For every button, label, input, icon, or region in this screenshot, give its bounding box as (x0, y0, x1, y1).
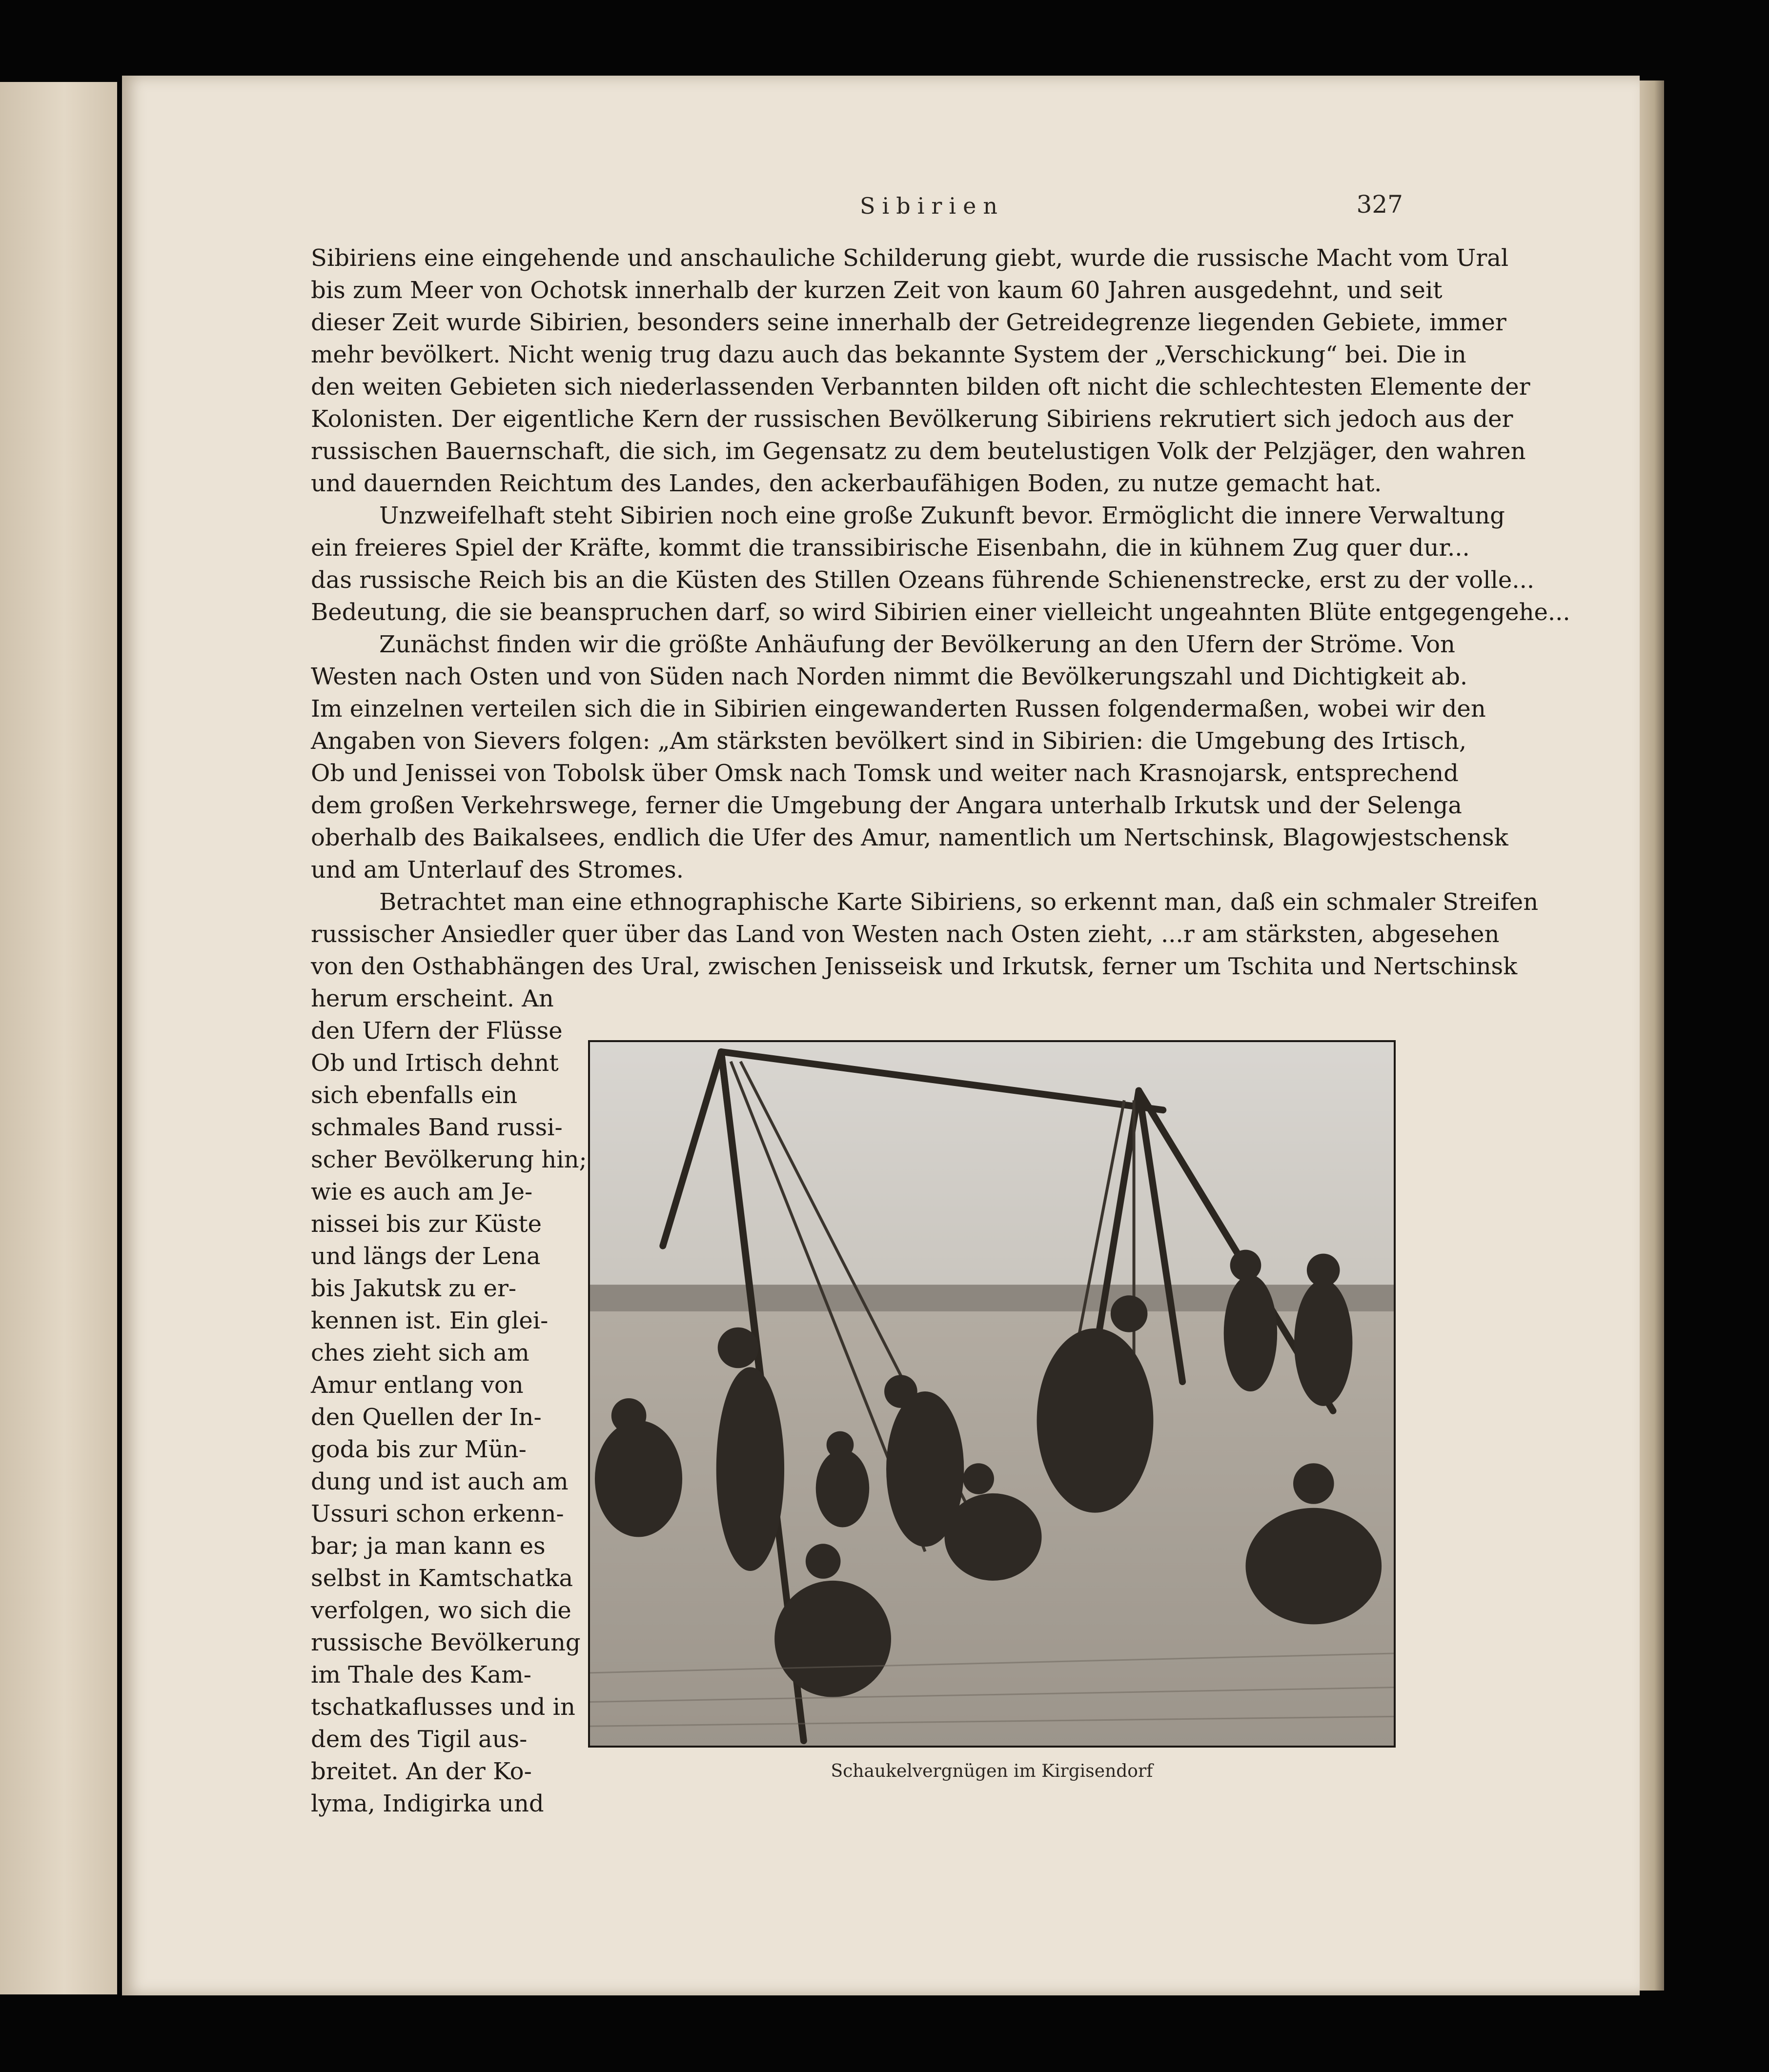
standing-man-robe (716, 1367, 784, 1571)
side-text-line: im Thale des Kam- (311, 1661, 531, 1689)
page-number: 327 (1356, 190, 1403, 219)
text-line: ein freieres Spiel der Kräfte, kommt die transsibirische Eisenbahn, die in kühnem Zug quer dur... (311, 534, 1470, 562)
side-text-line: bar; ja man kann es (311, 1532, 546, 1560)
side-text-line: den Quellen der In- (311, 1404, 542, 1431)
swinging-woman (944, 1493, 1041, 1581)
side-text-line: schmales Band russi- (311, 1114, 563, 1141)
side-text-line: selbst in Kamtschatka (311, 1565, 573, 1592)
left-page-edge (0, 82, 117, 1994)
text-line: russischer Ansiedler quer über das Land von Westen nach Osten zieht, ...r am stärksten, abgesehen (311, 921, 1500, 948)
text-line: Im einzelnen verteilen sich die in Sibirien eingewanderten Russen folgendermaßen, wobei wir den (311, 695, 1486, 723)
side-text-line: herum erscheint. An (311, 985, 554, 1012)
swing-scene-drawing (590, 1042, 1394, 1746)
side-text-line: Ussuri schon erkenn- (311, 1500, 564, 1528)
figure-caption: Schaukelvergnügen im Kirgisendorf (831, 1761, 1153, 1781)
running-title: Sibirien (860, 193, 1004, 219)
seated-spectator (1245, 1508, 1382, 1625)
paragraph-start-line: Betrachtet man eine ethnographische Karte Sibiriens, so erkennt man, daß ein schmaler Streifen (379, 888, 1539, 916)
text-line: von den Osthabhängen des Ural, zwischen Jenisseisk und Irkutsk, ferner um Tschita und Nertschinsk (311, 953, 1518, 980)
text-line: dem großen Verkehrswege, ferner die Umgebung der Angara unterhalb Irkutsk und der Selenga (311, 792, 1462, 819)
side-text-line: sich ebenfalls ein (311, 1082, 518, 1109)
text-line: Ob und Jenissei von Tobolsk über Omsk nach Tomsk und weiter nach Krasnojarsk, entsprechend (311, 760, 1459, 787)
side-text-line: dem des Tigil aus- (311, 1726, 528, 1753)
side-text-line: bis Jakutsk zu er- (311, 1275, 517, 1302)
text-line: russischen Bauernschaft, die sich, im Gegensatz zu dem beutelustigen Volk der Pelzjäger, den wahren (311, 438, 1526, 465)
side-text-line: ches zieht sich am (311, 1339, 529, 1367)
page-stack-edge (1640, 80, 1664, 1991)
side-text-line: russische Bevölkerung (311, 1629, 581, 1656)
side-text-line: Amur entlang von (311, 1371, 524, 1399)
side-text-line: tschatkaflusses und in (311, 1693, 575, 1721)
side-text-line: dung und ist auch am (311, 1468, 569, 1495)
side-text-line: goda bis zur Mün- (311, 1436, 527, 1463)
text-line: oberhalb des Baikalsees, endlich die Ufer des Amur, namentlich um Nertschinsk, Blagowjestschensk (311, 824, 1508, 851)
side-text-line: wie es auch am Je- (311, 1178, 533, 1206)
text-line: Westen nach Osten und von Süden nach Norden nimmt die Bevölkerungszahl und Dichtigkeit ab. (311, 663, 1468, 690)
text-line: Kolonisten. Der eigentliche Kern der russischen Bevölkerung Sibiriens rekrutiert sich jedoch aus der (311, 405, 1513, 433)
side-text-line: den Ufern der Flüsse (311, 1017, 563, 1045)
text-line: und am Unterlauf des Stromes. (311, 856, 684, 884)
swinging-figure-in-fur (1037, 1328, 1154, 1513)
side-text-line: lyma, Indigirka und (311, 1790, 544, 1817)
side-text-line: breitet. An der Ko- (311, 1758, 532, 1785)
side-text-line: kennen ist. Ein glei- (311, 1307, 549, 1334)
engraving-illustration (588, 1040, 1396, 1748)
text-line: Bedeutung, die sie beanspruchen darf, so wird Sibirien einer vielleicht ungeahnten Blüte entgegengehe... (311, 599, 1570, 626)
standing-man-head (718, 1328, 759, 1368)
text-line: und dauernden Reichtum des Landes, den ackerbaufähigen Boden, zu nutze gemacht hat. (311, 470, 1382, 497)
paragraph-start-line: Unzweifelhaft steht Sibirien noch eine große Zukunft bevor. Ermöglicht die innere Verwaltung (379, 502, 1505, 529)
seated-spectator (595, 1421, 682, 1537)
side-text-line: verfolgen, wo sich die (311, 1597, 571, 1624)
text-line: bis zum Meer von Ochotsk innerhalb der kurzen Zeit von kaum 60 Jahren ausgedehnt, und seit (311, 277, 1443, 304)
side-text-line: nissei bis zur Küste (311, 1210, 542, 1238)
paragraph-start-line: Zunächst finden wir die größte Anhäufung der Bevölkerung an den Ufern der Ströme. Von (379, 631, 1455, 658)
spectator-standing (1224, 1275, 1277, 1391)
text-line: dieser Zeit wurde Sibirien, besonders seine innerhalb der Getreidegrenze liegenden Gebiete, immer (311, 309, 1506, 336)
text-line: das russische Reich bis an die Küsten des Stillen Ozeans führende Schienenstrecke, erst zu der volle... (311, 566, 1535, 594)
text-line: Sibiriens eine eingehende und anschauliche Schilderung giebt, wurde die russische Macht vom Ural (311, 244, 1509, 272)
text-line: mehr bevölkert. Nicht wenig trug dazu auch das bekannte System der „Verschickung“ bei. Die in (311, 341, 1466, 368)
text-line: den weiten Gebieten sich niederlassenden Verbannten bilden oft nicht die schlechtesten Elemente der (311, 373, 1530, 401)
side-text-line: scher Bevölkerung hin; (311, 1146, 587, 1173)
side-text-line: Ob und Irtisch dehnt (311, 1049, 559, 1077)
child-spectator (816, 1449, 869, 1527)
text-line: Angaben von Sievers folgen: „Am stärksten bevölkert sind in Sibirien: die Umgebung des Irtisch, (311, 727, 1467, 755)
side-text-line: und längs der Lena (311, 1243, 541, 1270)
spectator-standing (1294, 1280, 1352, 1406)
kneeling-woman (774, 1581, 891, 1697)
